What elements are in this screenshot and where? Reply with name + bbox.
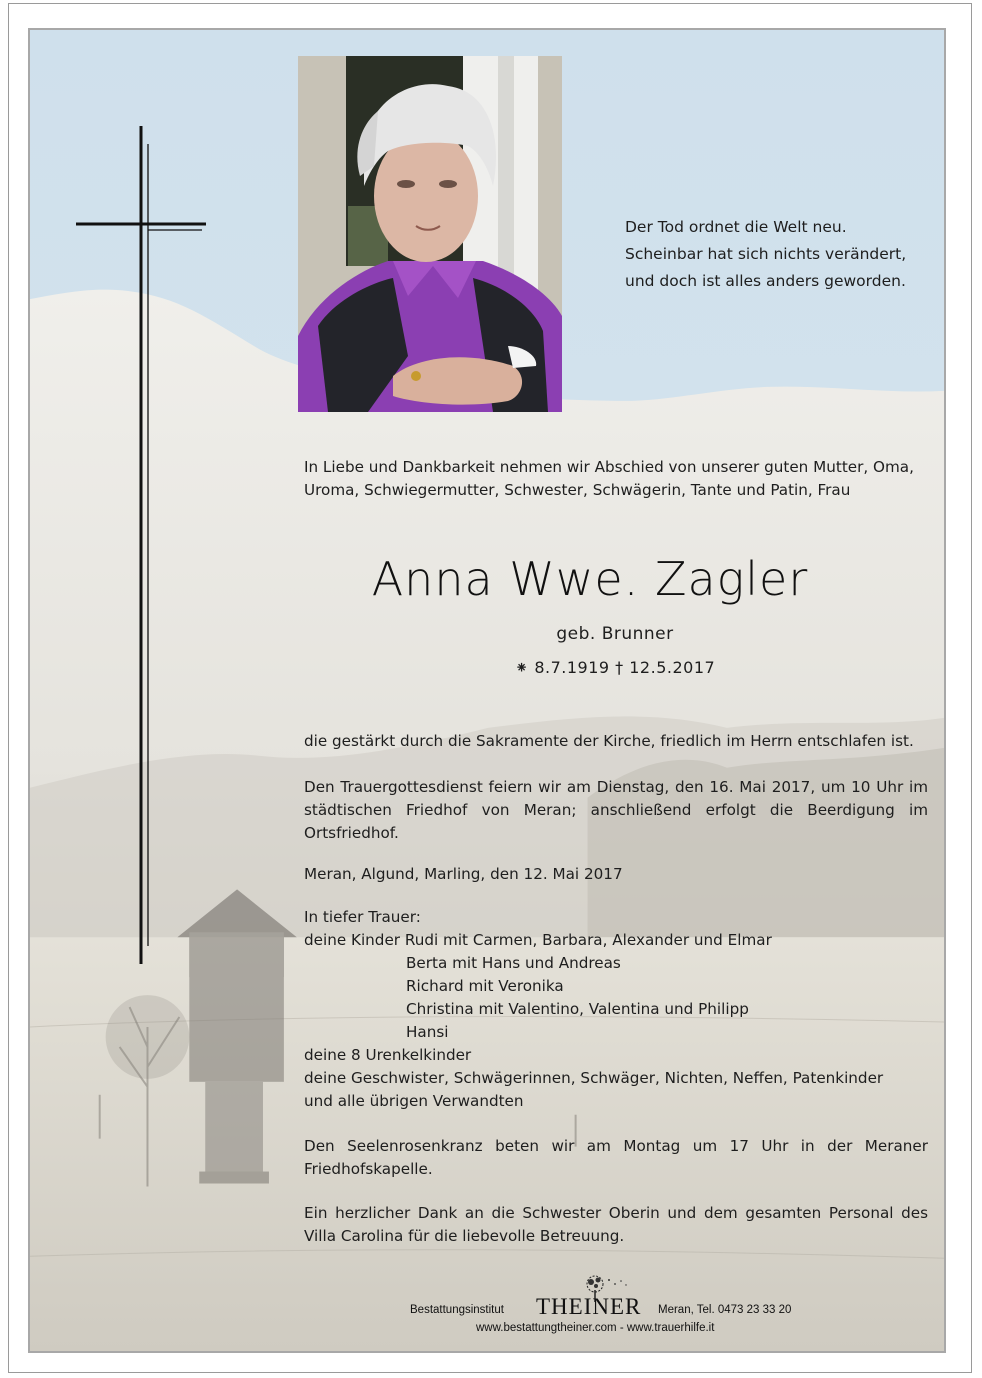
memorial-quote: [625, 214, 925, 295]
mourners-heading: In tiefer Trauer:: [304, 908, 421, 926]
mourner-line: Hansi: [406, 1023, 449, 1041]
mourner-line: deine Kinder Rudi mit Carmen, Barbara, Alexander und Elmar: [304, 931, 772, 949]
mourner-line: Christina mit Valentino, Valentina und Philipp: [406, 1000, 749, 1018]
mourner-line: und alle übrigen Verwandten: [304, 1092, 524, 1110]
intro-line: Uroma, Schwiegermutter, Schwester, Schwägerin, Tante und Patin, Frau: [304, 481, 851, 499]
place-and-date: Meran, Algund, Marling, den 12. Mai 2017: [304, 865, 623, 883]
footer-brand-logo: THEINER: [536, 1294, 642, 1319]
maiden-name: geb. Brunner: [556, 624, 674, 644]
cross-icon: [76, 126, 208, 964]
card-frame: [28, 28, 946, 1353]
mourner-line: Richard mit Veronika: [406, 977, 564, 995]
footer-institute: Bestattungsinstitut: [410, 1304, 504, 1316]
mourner-line: deine 8 Urenkelkinder: [304, 1046, 472, 1064]
portrait-photo: [298, 56, 562, 412]
quote-line: Scheinbar hat sich nichts verändert,: [625, 245, 907, 263]
life-dates: ⁕ 8.7.1919 † 12.5.2017: [514, 658, 716, 677]
funeral-home-footer: [410, 1272, 850, 1342]
mourners-list: [304, 906, 928, 1113]
thanks-text: Ein herzlicher Dank an die Schwester Oberin und dem gesamten Personal des Villa Carolina für die liebevolle Betreuung.: [304, 1204, 928, 1245]
intro-text: [304, 456, 928, 502]
sacrament-text: die gestärkt durch die Sakramente der Kirche, friedlich im Herrn entschlafen ist.: [304, 732, 914, 750]
mourner-line: deine Geschwister, Schwägerinnen, Schwäger, Nichten, Neffen, Patenkinder: [304, 1069, 884, 1087]
funeral-service-text: Den Trauergottesdienst feiern wir am Dienstag, den 16. Mai 2017, um 10 Uhr im städtischen Friedhof von Meran; anschließend erfolgt die Beerdigung im Ortsfriedhof.: [304, 778, 928, 842]
quote-line: Der Tod ordnet die Welt neu.: [625, 218, 847, 236]
quote-line: und doch ist alles anders geworden.: [625, 272, 906, 290]
intro-line: In Liebe und Dankbarkeit nehmen wir Abschied von unserer guten Mutter, Oma,: [304, 458, 914, 476]
rosary-text: Den Seelenrosenkranz beten wir am Montag um 17 Uhr in der Meraner Friedhofskapelle.: [304, 1137, 928, 1178]
footer-websites[interactable]: www.bestattungtheiner.com - www.trauerhilfe.it: [476, 1322, 715, 1334]
footer-contact: Meran, Tel. 0473 23 33 20: [658, 1304, 792, 1316]
deceased-name: Anna Wwe. Zagler: [371, 552, 809, 606]
mourner-line: Berta mit Hans und Andreas: [406, 954, 621, 972]
